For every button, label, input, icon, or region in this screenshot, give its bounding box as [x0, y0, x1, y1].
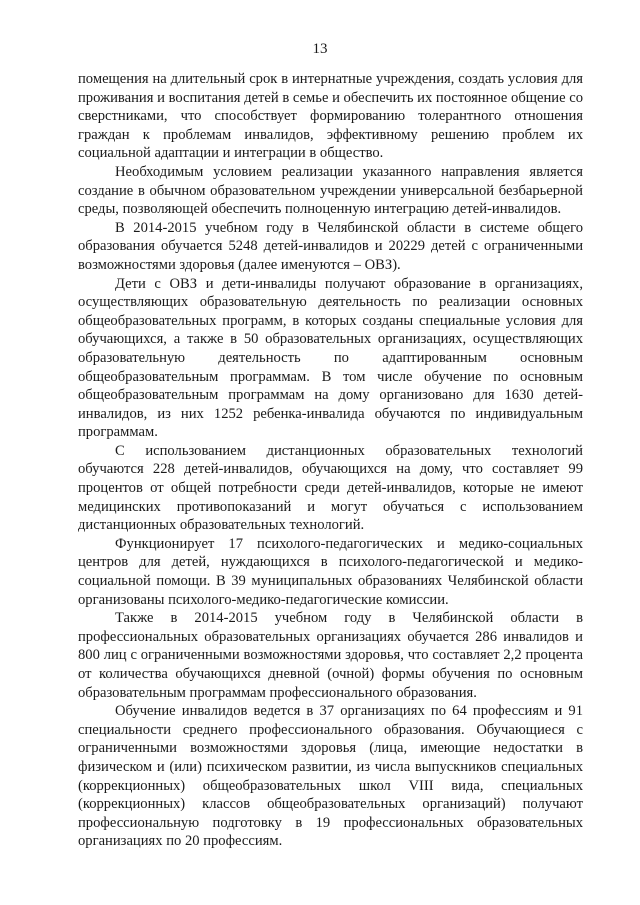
paragraph-support-centers: Функционирует 17 психолого-педагогических и медико-социальных центров для детей, нуждающихся в психолого-педагогической и медико-социальной помощи. В 39 муниципальных образованиях Челябинской области организованы психолого-медико-педагогические комиссии. [78, 535, 583, 608]
paragraph-vocational-training: Обучение инвалидов ведется в 37 организациях по 64 профессиям и 91 специальности среднего профессионального образования. Обучающиеся с ограниченными возможностями здоровья (лица, имеющие недостатки в физическом и (или) психическом развитии, из числа выпускников специальных (коррекционных) общеобразовательных школ VIII вида, специальных (коррекционных) классов общеобразовательных организаций) получают профессиональную подготовку в 19 профессиональных образовательных организациях по 20 профессиям. [78, 703, 583, 850]
paragraph-distance-learning: С использованием дистанционных образовательных технологий обучаются 228 детей-инвалидов, обучающихся на дому, что составляет 99 процентов от общей потребности среди детей-инвалидов, которые не имеют медицинских противопоказаний и могут обучаться с использованием дистанционных образовательных технологий. [78, 442, 583, 534]
paragraph-general-education-stats: В 2014-2015 учебном году в Челябинской области в системе общего образования обучается 5248 детей-инвалидов и 20229 детей с ограниченными возможностями здоровья (далее именуются – ОВЗ). [78, 219, 583, 273]
document-body [78, 70, 583, 851]
paragraph-barrier-free-environment: Необходимым условием реализации указанного направления является создание в обычном образовательном учреждении универсальной безбарьерной среды, позволяющей обеспечить полноценную интеграцию детей-инвалидов. [78, 163, 583, 218]
page-number: 13 [312, 41, 328, 57]
paragraph-continuation: помещения на длительный срок в интернатные учреждения, создать условия для проживания и воспитания детей в семье и обеспечить их постоянное общение со сверстниками, что способствует формированию толерантного отношения граждан к проблемам инвалидов, эффективному решению проблем их социальной адаптации и интеграции в общество. [78, 71, 583, 162]
paragraph-education-organizations: Дети с ОВЗ и дети-инвалиды получают образование в организациях, осуществляющих образовательную деятельность по реализации основных общеобразовательных программ, в которых созданы специальные условия для обучающихся, а также в 50 образовательных организациях, осуществляющих образовательную деятельность по адаптированным основным общеобразовательным программам. В том числе обучение по основным общеобразовательным программам на дому организовано для 1630 детей-инвалидов, из них 1252 ребенка-инвалида обучаются по индивидуальным программам. [78, 275, 583, 441]
paragraph-professional-education: Также в 2014-2015 учебном году в Челябинской области в профессиональных образовательных организациях обучается 286 инвалидов и 800 лиц с ограниченными возможностями здоровья, что составляет 2,2 процента от количества обучающихся дневной (очной) формы обучения по основным образовательным программам профессионального образования. [78, 610, 583, 701]
